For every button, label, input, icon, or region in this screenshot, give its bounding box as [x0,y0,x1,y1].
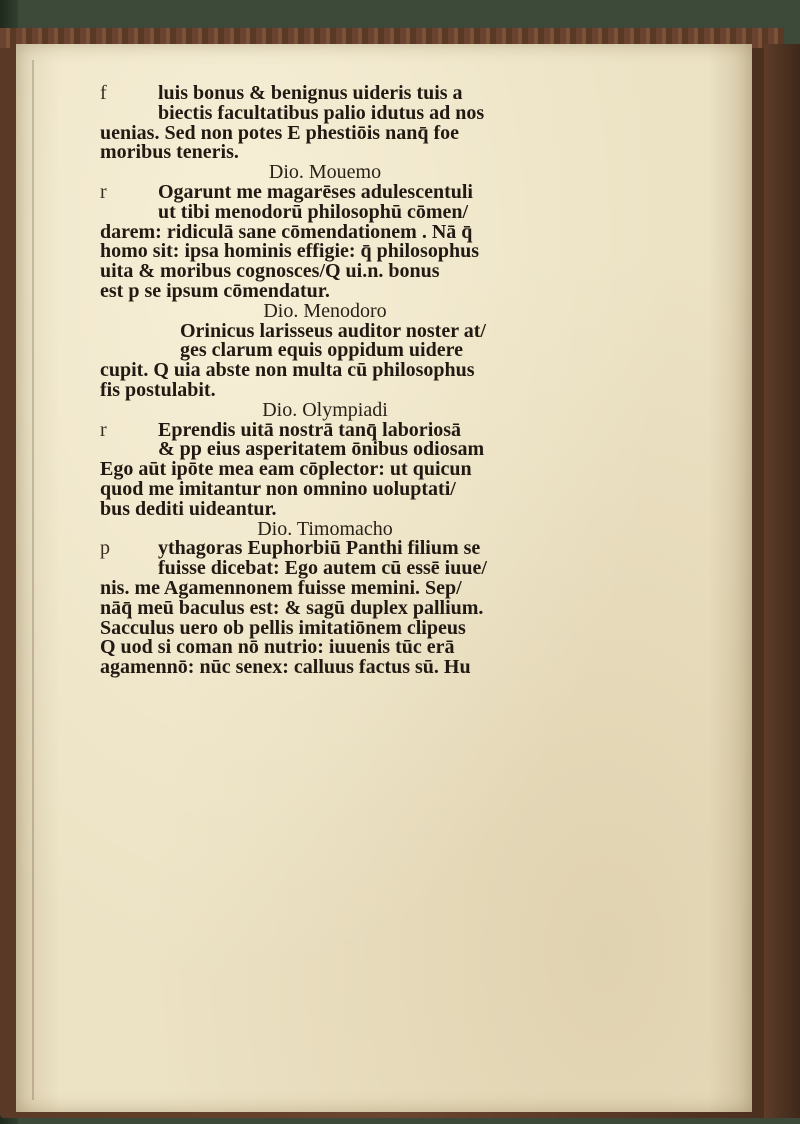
line-text: agamennō: nūc senex: calluus factus sū. Hu [100,656,471,679]
text-line [100,658,550,678]
letter-heading: Dio. Timomacho [257,517,393,540]
line-text: nāq̄ meū baculus est: & sagū duplex pallium. [100,596,484,619]
page-gutter [32,60,34,1100]
guide-letter: r [100,418,107,441]
line-text: darem: ridiculā sane cōmendationem . Nā q̄ [100,220,473,243]
line-text: luis bonus & benignus uideris tuis a [158,82,463,104]
line-text: uenias. Sed non potes E phestiōis nanq̄ foe [100,121,459,144]
line-text: homo sit: ipsa hominis effigie: q̄ philosophus [100,240,479,263]
line-text: biectis facultatibus palio idutus ad nos [158,101,485,124]
line-text: moribus teneris. [100,141,239,164]
line-text: nis. me Agamennonem fuisse memini. Sep/ [100,576,462,599]
guide-letter: p [100,537,110,560]
text-line [100,497,550,520]
line-text: Ego aūt ipōte mea eam cōplector: ut quicun [100,458,472,481]
letter-heading: Dio. Olympiadi [262,398,388,421]
line-text: & pp eius asperitatem ōnibus odiosam [158,438,485,461]
cover-right-edge [764,44,800,1118]
guide-letter: f [100,82,107,104]
text-block [100,84,550,678]
line-text: cupit. Q uia abste non multa cū philosophus [100,359,475,382]
line-text: Eprendis uitā nostrā tanq̄ laboriosā [158,418,462,441]
line-text: Ogarunt me magarēses adulescentuli [158,180,473,203]
line-text: ut tibi menodorū philosophū cōmen/ [158,200,469,223]
line-text: fis postulabit. [100,378,216,401]
letter-heading: Dio. Mouemo [268,161,382,184]
line-text: Q uod si coman nō nutrio: iuuenis tūc erā [100,636,455,659]
line-text: fuisse dicebat: Ego autem cū essē iuue/ [158,557,487,580]
line-text: Sacculus uero ob pellis imitatiōnem clipeus [100,616,466,639]
line-text: quod me imitantur non omnino uoluptati/ [100,477,456,500]
text-line [100,279,550,302]
letter-heading: Dio. Menodoro [263,299,387,322]
guide-letter: r [100,180,107,203]
line-text: est p se ipsum cōmendatur. [100,279,330,302]
line-text: ges clarum equis oppidum uidere [180,339,463,362]
text-line [100,378,550,401]
line-text: Orinicus larisseus auditor noster at/ [180,319,486,342]
line-text: bus dediti uideantur. [100,497,277,520]
line-text: ythagoras Euphorbiū Panthi filium se [158,537,481,560]
line-text: uita & moribus cognosces/Q ui.n. bonus [100,260,440,283]
